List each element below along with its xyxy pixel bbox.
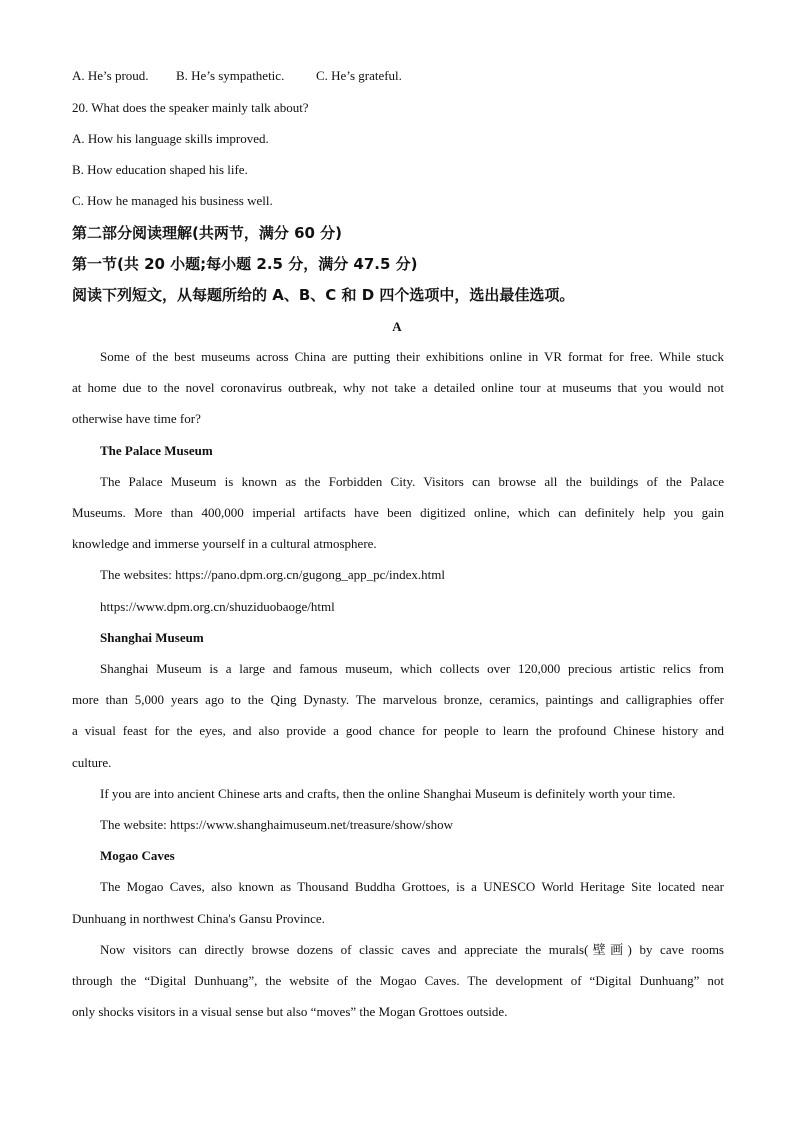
shanghai-line-4: culture. — [72, 755, 112, 770]
q19-option-c: C. He’s grateful. — [316, 68, 402, 83]
q19-option-a: A. He’s proud. — [72, 68, 149, 83]
shanghai-line-2: more than 5,000 years ago to the Qing Dynasty. The marvelous bronze, ceramics, paintings and calligraphies offer — [72, 692, 724, 707]
part-heading: 第二部分阅读理解(共两节，满分 60 分) — [72, 224, 343, 242]
palace-line-1: The Palace Museum is known as the Forbidden City. Visitors can browse all the buildings of the Palace — [100, 474, 724, 489]
q20-option-b: B. How education shaped his life. — [72, 162, 248, 177]
mogao-line-3: Now visitors can directly browse dozens of classic caves and appreciate the murals(壁画) by cave rooms — [100, 942, 724, 957]
q20-option-c: C. How he managed his business well. — [72, 193, 273, 208]
instruction: 阅读下列短文，从每题所给的 A、B、C 和 D 四个选项中，选出最佳选项。 — [72, 286, 575, 304]
sub-heading: 第一节(共 20 小题;每小题 2.5 分，满分 47.5 分) — [72, 255, 418, 273]
shanghai-line-1: Shanghai Museum is a large and famous museum, which collects over 120,000 precious artistic relics from — [100, 661, 724, 676]
shanghai-extra: If you are into ancient Chinese arts and crafts, then the online Shanghai Museum is definitely worth your time. — [100, 786, 676, 801]
palace-website-2: https://www.dpm.org.cn/shuziduobaoge/html — [100, 599, 335, 614]
shanghai-title: Shanghai Museum — [100, 630, 204, 645]
q20-option-a: A. How his language skills improved. — [72, 131, 269, 146]
mogao-title: Mogao Caves — [100, 848, 175, 863]
intro-line-3: otherwise have time for? — [72, 411, 201, 426]
palace-line-2: Museums. More than 400,000 imperial artifacts have been digitized online, which can definitely help you gain — [72, 505, 724, 520]
palace-line-3: knowledge and immerse yourself in a cultural atmosphere. — [72, 536, 377, 551]
mogao-line-5: only shocks visitors in a visual sense but also “moves” the Mogan Grottoes outside. — [72, 1004, 508, 1019]
shanghai-line-3: a visual feast for the eyes, and also provide a good chance for people to learn the profound Chinese history and — [72, 723, 724, 738]
mogao-line-4: through the “Digital Dunhuang”, the website of the Mogao Caves. The development of “Digital Dunhuang” not — [72, 973, 724, 988]
q19-options — [72, 68, 724, 84]
palace-website-1: The websites: https://pano.dpm.org.cn/gugong_app_pc/index.html — [100, 567, 445, 582]
passage-label: A — [392, 319, 402, 334]
mogao-line-1: The Mogao Caves, also known as Thousand Buddha Grottoes, is a UNESCO World Heritage Site located near — [100, 879, 724, 894]
q20-stem: 20. What does the speaker mainly talk about? — [72, 100, 309, 115]
q19-option-b: B. He’s sympathetic. — [176, 68, 285, 83]
mogao-line-2: Dunhuang in northwest China's Gansu Province. — [72, 911, 325, 926]
intro-line-2: at home due to the novel coronavirus outbreak, why not take a detailed online tour at museums that you would not — [72, 380, 724, 395]
shanghai-website: The website: https://www.shanghaimuseum.net/treasure/show/show — [100, 817, 453, 832]
palace-title: The Palace Museum — [100, 443, 213, 458]
intro-line-1: Some of the best museums across China are putting their exhibitions online in VR format for free. While stuck — [100, 349, 724, 364]
